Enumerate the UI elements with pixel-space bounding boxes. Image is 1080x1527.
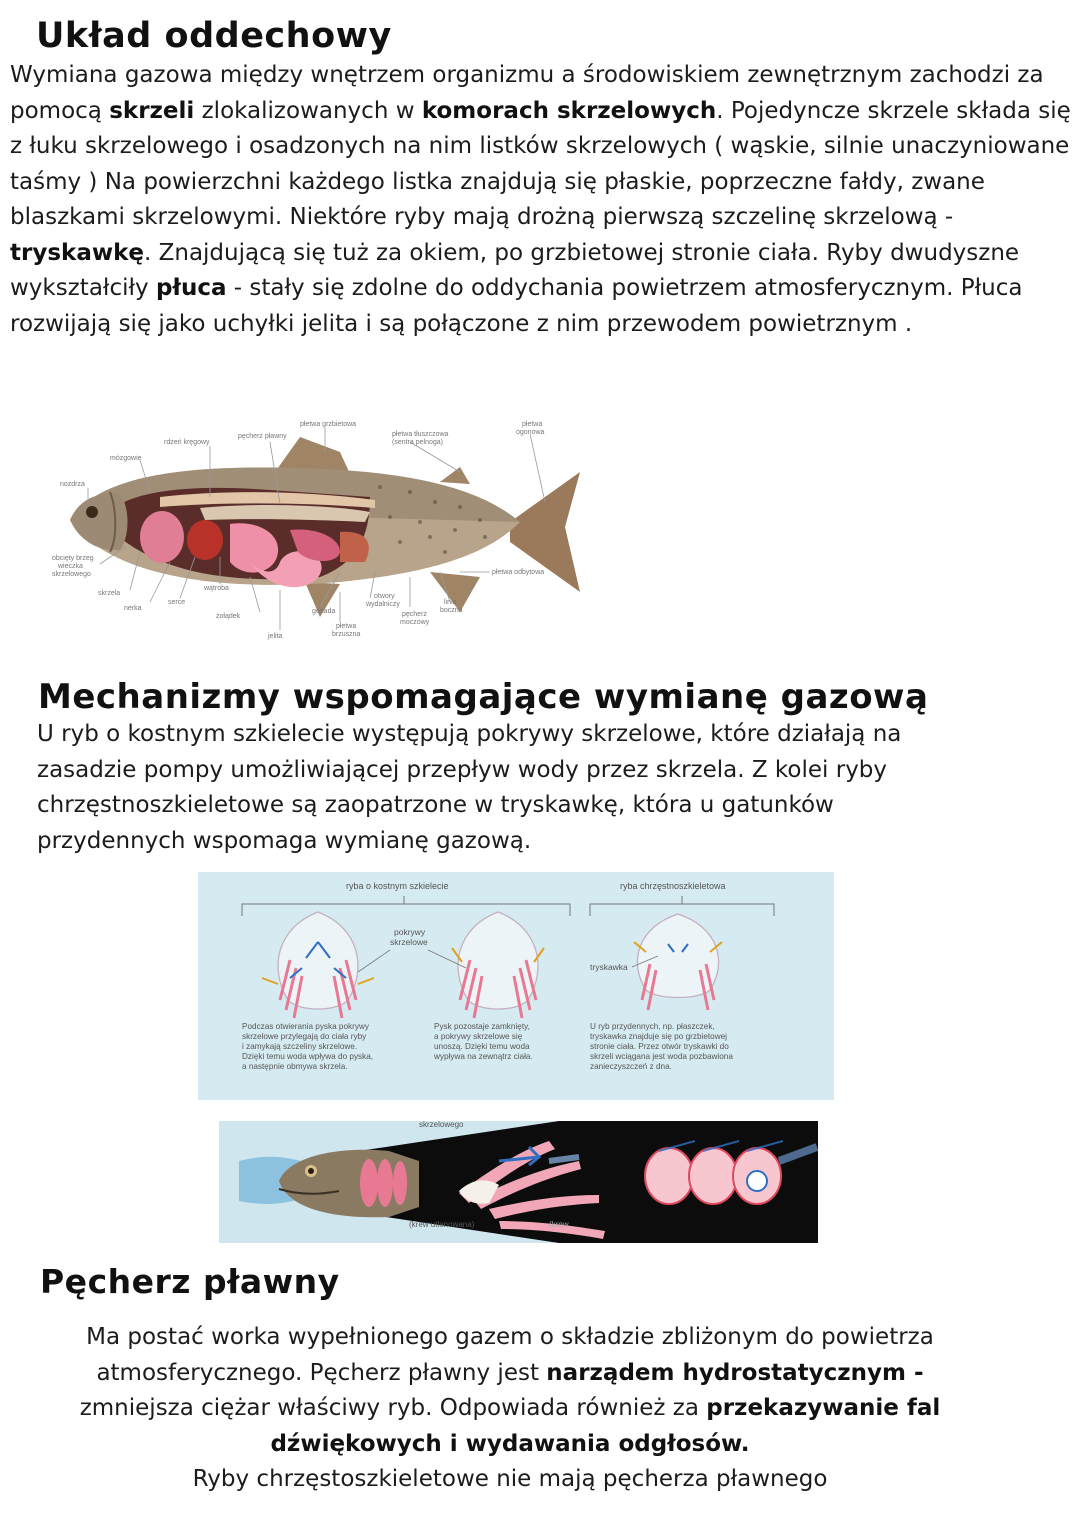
respiratory-paragraph [10, 58, 1072, 342]
text-run: zmniejsza ciężar właściwy ryb. Odpowiada również za [79, 1395, 707, 1421]
caption2-line1: Pysk pozostaje zamknięty, [434, 1022, 530, 1031]
label-pecherz-moczowy: pęcherz [402, 611, 427, 618]
header-bony-fish: ryba o kostnym szkielecie [346, 881, 449, 891]
label-pletwa-brzuszna: płetwa [336, 623, 357, 630]
swim-bladder-paragraph [60, 1320, 960, 1498]
caption1-line5: a następnie obmywa skrzela. [242, 1062, 348, 1071]
label-pletwa-tluszczowa-2: (sentra pelnoga) [392, 439, 443, 446]
label-tryskawka: tryskawka [590, 962, 628, 972]
text-run: . Pojedyncze skrzele składa się z łuku skrzelowego i osadzonych na nim listków skrzelowych ( wąskie, silnie unaczyniowane taśmy ) Na powierzchni każdego listka znajdują się płaskie, poprzeczne fałdy, zwane blaszkami skrzelowymi. Niektóre ryby mają drożną pierwszą szczelinę skrzelową - [10, 97, 1071, 230]
label-nerka: nerka [124, 605, 142, 612]
label-krew-utlenowana: (krew utlenowana) [409, 1220, 475, 1229]
label-krew: (krew [549, 1220, 569, 1229]
label-nozdrza: nozdrza [60, 481, 85, 488]
section-title-swim-bladder: Pęcherz pławny [40, 1262, 340, 1301]
label-skrzelowe: skrzelowe [390, 937, 428, 947]
text-run: zlokalizowanych w [194, 97, 422, 124]
text-run: - stały się zdolne do oddychania powietrzem atmosferycznym. Płuca rozwijają się jako uchyłki jelita i są połączone z nim przewodem powietrznym . [10, 275, 1023, 337]
text-run: . Znajdującą się tuż za okiem, po grzbietowej stronie ciała. Ryby dwudyszne wykształciły [10, 239, 1020, 301]
caption1-line2: skrzelowe przylegają do ciała ryby [242, 1032, 367, 1041]
text-run-last: Ryby chrzęstoszkieletowe nie mają pęcherza pławnego [192, 1466, 828, 1492]
caption2-line3: unoszą. Dzięki temu woda [434, 1042, 530, 1051]
gill-flow-figure [219, 1121, 818, 1243]
label-pletwa-ogonowa: płetwa [522, 421, 543, 428]
text-run: Wymiana gazowa między wnętrzem organizmu a środowiskiem zewnętrznym zachodzi za pomocą [10, 62, 1044, 124]
fish-anatomy-illustration [40, 412, 600, 652]
term-sound: przekazywanie fal dźwiękowych i wydawania odgłosów. [270, 1395, 941, 1457]
caption3-line5: zanieczyszczeń z dna. [590, 1062, 672, 1071]
label-otwory-2: wydalniczy [366, 601, 400, 608]
term-komory: komorach skrzelowych [421, 97, 717, 124]
caption2-line4: wypływa na zewnątrz ciała. [434, 1052, 533, 1061]
label-pletwa-odbytowa: płetwa odbytowa [492, 569, 545, 576]
label-obszary-2: wieczka [58, 563, 83, 570]
label-pecherz-moczowy-2: moczowy [400, 619, 430, 626]
caption1-line1: Podczas otwierania pyska pokrywy [242, 1022, 369, 1031]
label-skrzela: skrzela [98, 590, 121, 597]
caption1-line4: Dzięki temu woda wpływa do pyska, [242, 1052, 374, 1061]
label-gonada: gonada [312, 608, 336, 615]
label-pletwa-tluszczowa: płetwa tłuszczowa [392, 431, 449, 438]
label-watroba: wątroba [204, 585, 229, 592]
label-serce: serce [168, 599, 186, 606]
term-hydrostatic: narządem hydrostatycznym - [546, 1359, 924, 1386]
gill-mechanism-illustration [198, 872, 834, 1100]
caption3-line1: U ryb przydennych, np. płaszczek, [590, 1022, 715, 1031]
mechanisms-paragraph: U ryb o kostnym szkielecie występują pokrywy skrzelowe, które działają na zasadzie pompy umożliwiającej przepływ wody przez skrzela. Z kolei ryby chrzęstnoszkieletowe są zaopatrzone w tryskawkę, która u gatunków przydennych wspomaga wymianę gazową. [37, 721, 902, 854]
caption3-line3: stronie ciała. Przez otwór tryskawki do [590, 1042, 729, 1051]
caption2-line2: a pokrywy skrzelowe się [434, 1032, 523, 1041]
caption3-line4: skrzeli wciągana jest woda pozbawiona [590, 1052, 733, 1061]
label-otwory: otwory [374, 593, 395, 600]
term-skrzela: skrzeli [109, 97, 195, 124]
label-mozgowie: mózgowie [110, 455, 142, 462]
term-tryskawka: tryskawkę [10, 239, 144, 266]
fish-anatomy-figure [40, 412, 600, 652]
label-linia-boczna: linia [444, 599, 457, 606]
label-pokrywy: pokrywy [394, 927, 426, 937]
caption-open-mouth [242, 1022, 373, 1071]
term-pluca: płuca [155, 275, 227, 301]
label-pletwa-ogonowa-2: ogonowa [516, 429, 545, 436]
caption1-line3: i zamykają szczeliny skrzelowe. [242, 1042, 358, 1051]
label-zoladek: żołądek [216, 613, 241, 620]
label-pletwa-grzbietowa: płetwa grzbietowa [300, 421, 357, 428]
section-title-mechanisms: Mechanizmy wspomagające wymianę gazową [38, 677, 929, 717]
gill-mechanism-figure [198, 872, 834, 1100]
label-linia-boczna-2: boczna [440, 607, 463, 614]
caption3-line2: tryskawka znajduje się po grzbietowej [590, 1032, 727, 1041]
label-skrzelowego: skrzelowego [419, 1121, 464, 1129]
label-obszary-1: obcięty brzeg [52, 555, 94, 562]
caption-closed-mouth [433, 1022, 533, 1061]
gill-flow-illustration [219, 1121, 818, 1243]
header-cartilaginous-fish: ryba chrzęstnoszkieletowa [620, 881, 726, 891]
caption-spiracle [590, 1022, 733, 1071]
section-title-respiratory: Układ oddechowy [36, 16, 392, 56]
label-pecherz-plawny: pęcherz pławny [238, 433, 287, 440]
text-run: Ma postać worka wypełnionego gazem o składzie zbliżonym do powietrza atmosferycznego. Pęcherz pławny jest [86, 1324, 934, 1386]
label-obszary-3: skrzelowego [52, 571, 91, 578]
label-rdzen-kregowy: rdzeń kręgowy [164, 439, 210, 446]
label-pletwa-brzuszna-2: brzuszna [332, 631, 361, 638]
label-jelita: jelita [268, 633, 283, 640]
